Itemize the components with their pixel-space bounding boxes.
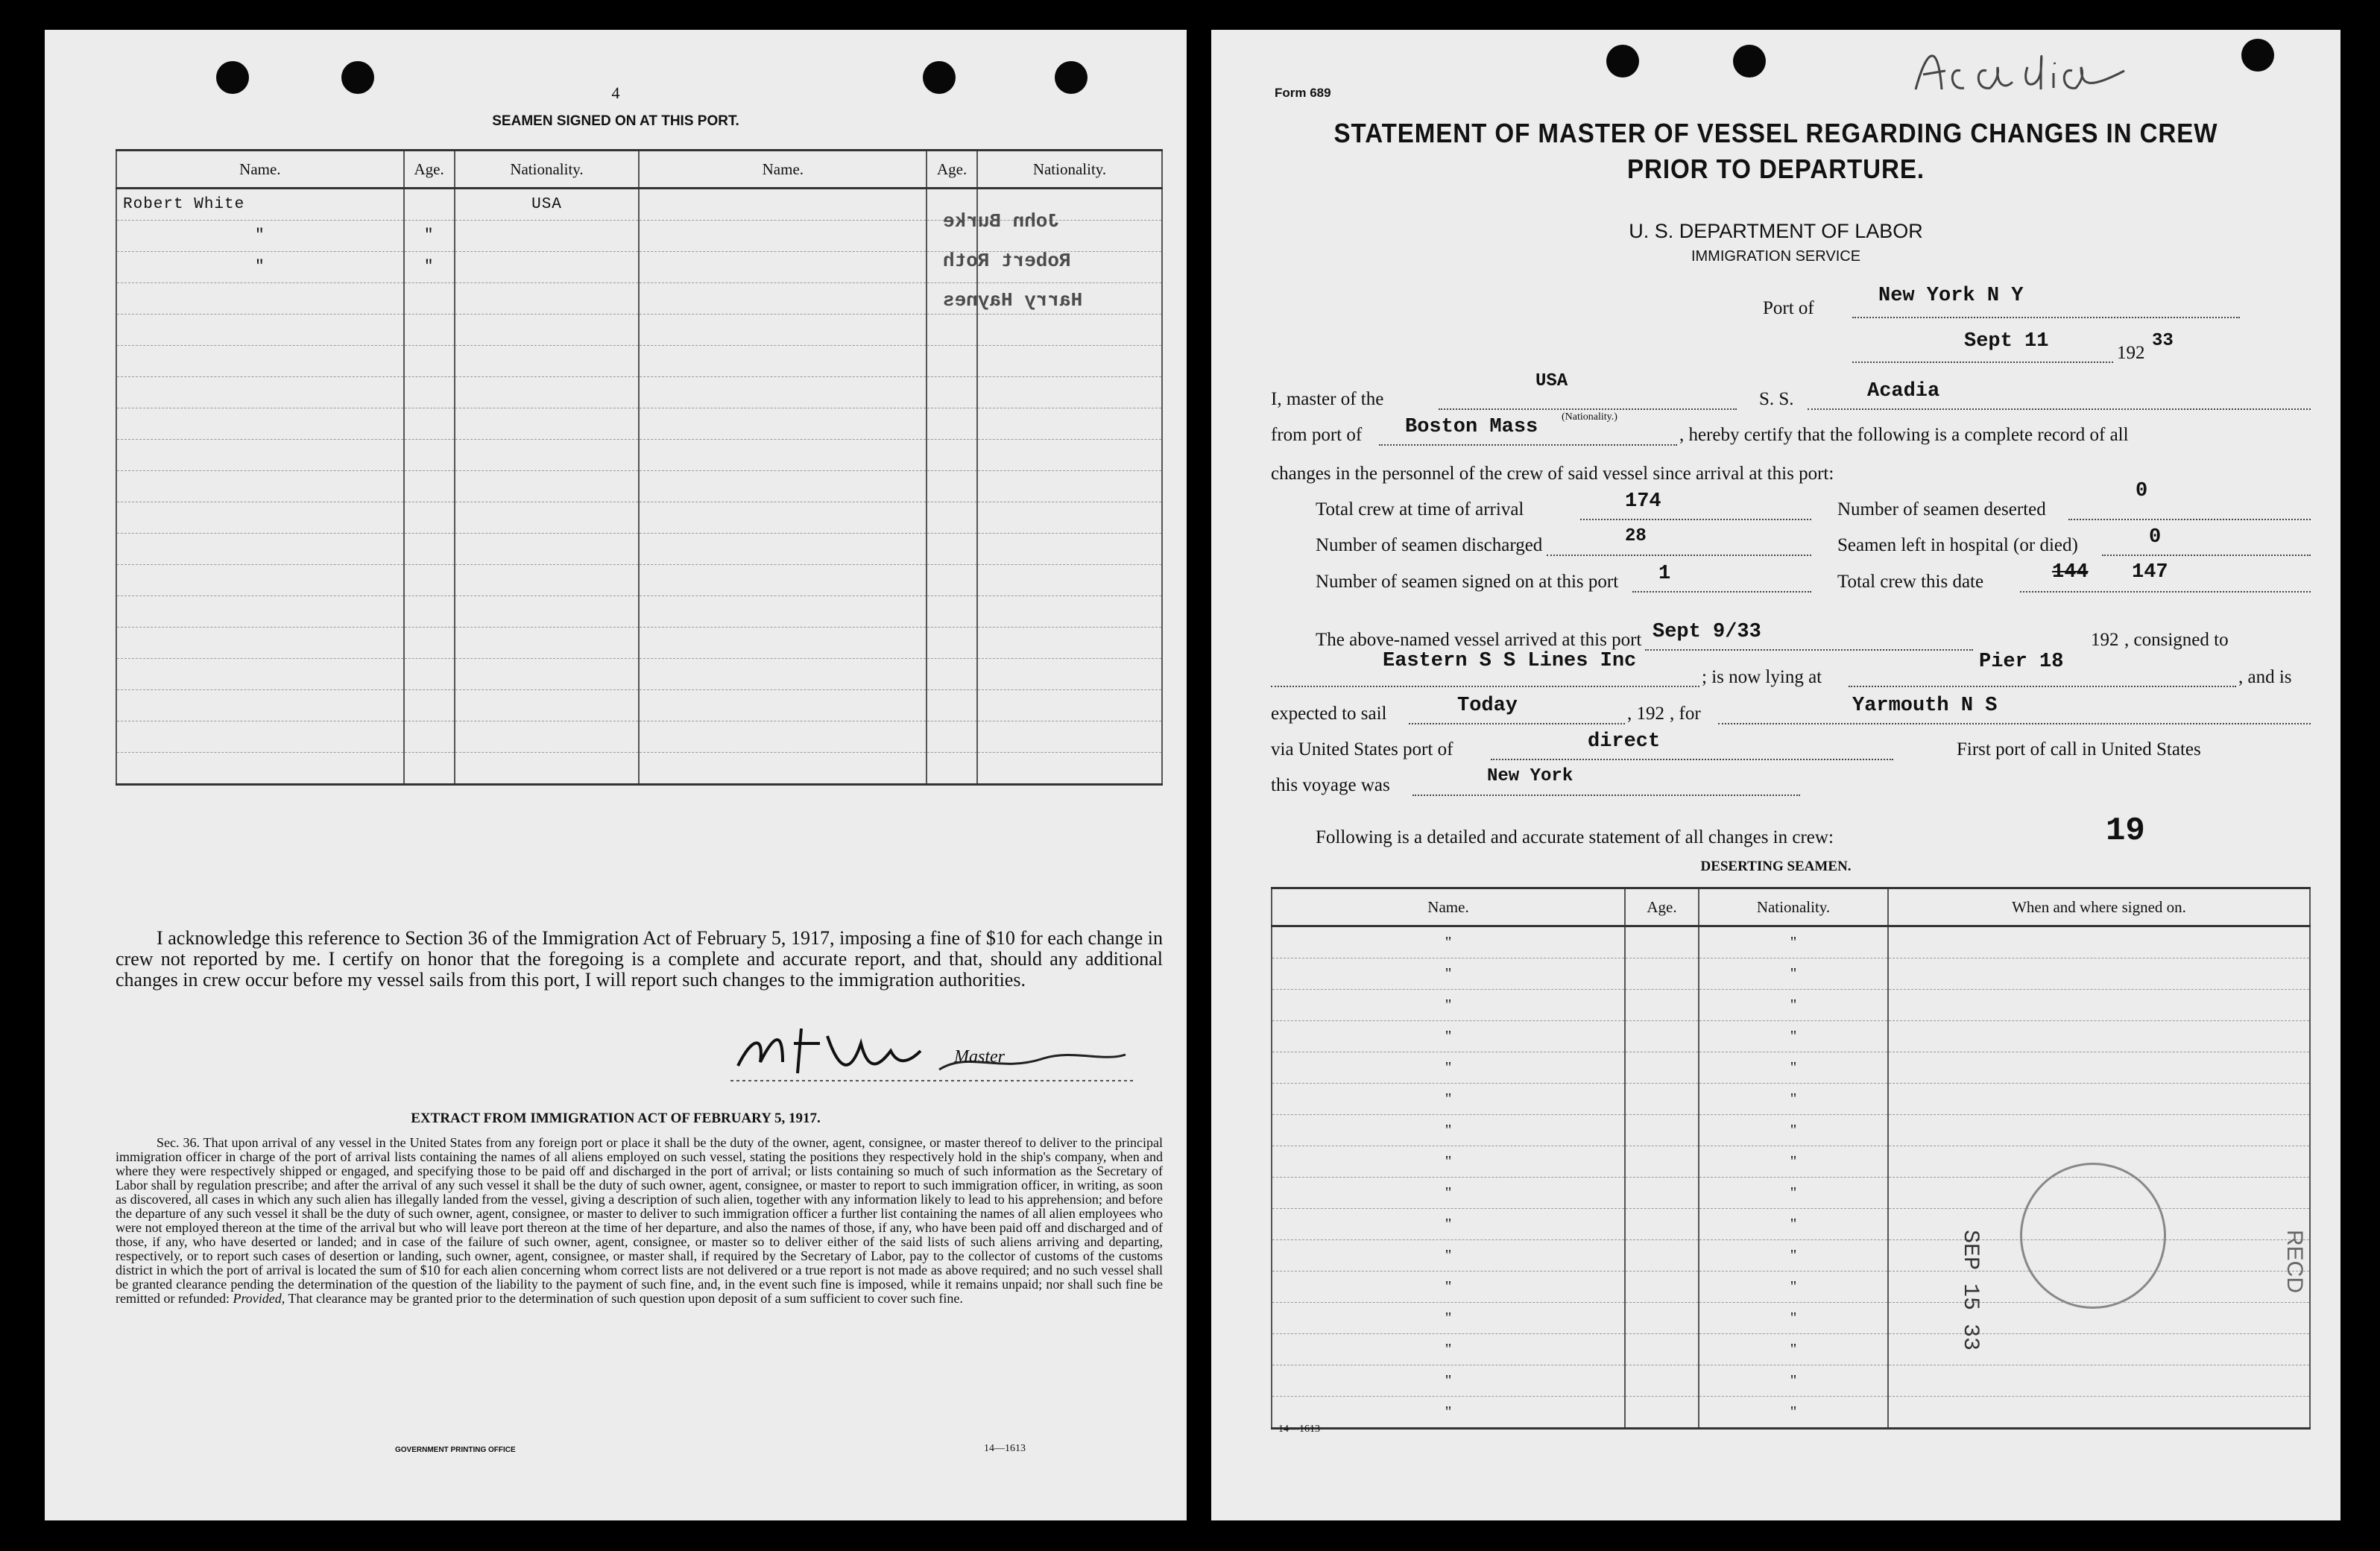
from-port-label: from port of xyxy=(1271,425,1363,445)
row-name: " xyxy=(116,221,404,252)
signature xyxy=(730,1021,1133,1088)
row-nationality: " xyxy=(1699,1397,1888,1429)
discharged-count: 28 xyxy=(1625,526,1647,546)
extract-proviso-lead: Provided, xyxy=(233,1291,285,1306)
port-value: New York N Y xyxy=(1878,285,2024,307)
voyage-value: New York xyxy=(1487,766,1573,786)
discharged-label: Number of seamen discharged xyxy=(1316,535,1543,555)
printer-mark: GOVERNMENT PRINTING OFFICE xyxy=(395,1446,516,1454)
row-nationality: " xyxy=(1699,1334,1888,1365)
master-label: I, master of the xyxy=(1271,389,1384,409)
row-nationality: " xyxy=(1699,1146,1888,1178)
handwritten-note xyxy=(1908,37,2147,104)
and-is: , and is xyxy=(2238,667,2292,687)
col-header-signed-on: When and where signed on. xyxy=(1888,888,2310,926)
row-nationality: " xyxy=(1699,926,1888,958)
sail-value: Today xyxy=(1457,695,1518,717)
consigned-label: , consigned to xyxy=(2124,630,2229,650)
table-row xyxy=(1272,1021,2310,1052)
table-row xyxy=(1272,926,2310,958)
following-label: Following is a detailed and accurate statement of all changes in crew: xyxy=(1316,827,1834,847)
total-crew-arrival-label: Total crew at time of arrival xyxy=(1316,499,1524,519)
row-nationality: " xyxy=(1699,1115,1888,1146)
punch-hole-icon xyxy=(1606,45,1639,78)
voyage-label: this voyage was xyxy=(1271,775,1390,795)
table-row xyxy=(1272,1365,2310,1397)
col-header-nationality: Nationality. xyxy=(455,151,640,189)
extract-body: Sec. 36. That upon arrival of any vessel in the United States from any foreign port or place it shall be the duty of the owner, agent, consignee, or master thereof to deliver to the principal immigration officer in charge of the port of arrival lists containing the names of all aliens employed on such vessel, stating the positions they respectively hold in the ship's company, when and where they were respectively shipped or engaged, and specifying those to be paid off and discharged in the port of arrival; or lists containing so much of such information as the Secretary of Labor shall by regulation prescribe; and after the arrival of any such vessel it shall be the duty of such owner, agent, consignee, or master to report to such immigration officer, in writing, as soon as discovered, all cases in which any such alien has illegally landed from the vessel, giving a description of such alien, together with any information likely to lead to his apprehension; and before the departure of any such vessel it shall be the duty of such owner, agent, consignee, or master to deliver to such immigration officer a further list containing the names of all alien employees who were not employed thereon at the time of the arrival but who will leave port thereon at the time of her departure, and also the names of those, if any, who have been paid off and discharged and of those, if any, who have deserted or landed; and in case of the failure of such owner, agent, consignee, or master so to deliver either of the said lists of such aliens arriving and departing, respectively, or to report such cases of desertion or landing, such owner, agent, consignee, or master shall, if required by the Secretary of Labor, pay to the collector of customs of the customs district in which the port of arrival is located the sum of $10 for each alien concerning whom correct lists are not delivered or a true report is not made as above required; and no such vessel shall be granted clearance pending the determination of the question of the liability to the payment of such fine, and, in the event such fine is imposed, while it remains unpaid; nor shall such fine be remitted or refunded: xyxy=(116,1135,1163,1306)
row-age xyxy=(404,189,455,221)
signed-on-label: Number of seamen signed on at this port xyxy=(1316,572,1619,592)
row-nationality: " xyxy=(1699,1272,1888,1303)
extract-title: EXTRACT FROM IMMIGRATION ACT OF FEBRUARY 5, 1917. xyxy=(411,1111,821,1126)
stamp-word: RECD xyxy=(2282,1230,2307,1294)
row-nationality: " xyxy=(1699,1365,1888,1397)
certify-text-2: changes in the personnel of the crew of said vessel since arrival at this port: xyxy=(1271,464,1834,484)
changes-count: 19 xyxy=(2106,812,2145,850)
table-row xyxy=(1272,990,2310,1021)
col-header-age: Age. xyxy=(404,151,455,189)
service: IMMIGRATION SERVICE xyxy=(1691,248,1861,265)
row-name: " xyxy=(1272,1178,1625,1209)
col-header-age: Age. xyxy=(927,151,977,189)
row-name: " xyxy=(1272,1021,1625,1052)
hospital-count: 0 xyxy=(2149,526,2162,549)
table-row xyxy=(1272,1334,2310,1365)
punch-hole-icon xyxy=(1733,45,1766,78)
row-nationality: " xyxy=(1699,1240,1888,1272)
arrived-year: 192 xyxy=(2091,630,2119,650)
sail-label: expected to sail xyxy=(1271,704,1387,724)
form-title xyxy=(1257,118,2296,185)
left-page xyxy=(45,30,1187,1520)
row-nationality: " xyxy=(1699,990,1888,1021)
punch-hole-icon xyxy=(2241,39,2274,72)
form-number: Form 689 xyxy=(1275,86,1331,100)
row-name: " xyxy=(1272,958,1625,990)
row-name: " xyxy=(1272,990,1625,1021)
total-crew-date: 147 xyxy=(2132,561,2168,584)
department: U. S. DEPARTMENT OF LABOR xyxy=(1629,220,1923,242)
row-name: " xyxy=(1272,1272,1625,1303)
row-name: " xyxy=(1272,1240,1625,1272)
page-number: 4 xyxy=(611,83,620,102)
table-title: SEAMEN SIGNED ON AT THIS PORT. xyxy=(492,113,739,129)
deserting-title: DESERTING SEAMEN. xyxy=(1700,859,1852,874)
total-crew-arrival: 174 xyxy=(1625,490,1661,513)
total-crew-date-label: Total crew this date xyxy=(1837,572,1984,592)
row-name: " xyxy=(1272,1146,1625,1178)
col-header-nationality: Nationality. xyxy=(1699,888,1888,926)
port-label: Port of xyxy=(1763,298,1814,318)
col-header-name: Name. xyxy=(116,151,404,189)
via-label: via United States port of xyxy=(1271,739,1453,759)
sail-year: , 192 xyxy=(1627,704,1664,724)
bleed-through-text: Harry Haynes xyxy=(943,289,1083,312)
row-nationality: " xyxy=(1699,1052,1888,1084)
arrived-value: Sept 9/33 xyxy=(1653,621,1761,643)
table-row xyxy=(1272,1272,2310,1303)
ss-label: S. S. xyxy=(1759,389,1794,409)
row-name: " xyxy=(116,252,404,283)
date-value: Sept 11 xyxy=(1964,330,2049,353)
row-nationality: " xyxy=(1699,1303,1888,1334)
first-call-label: First port of call in United States xyxy=(1957,739,2201,759)
from-port-value: Boston Mass xyxy=(1405,416,1538,438)
deserted-label: Number of seamen deserted xyxy=(1837,499,2046,519)
col-header-name: Name. xyxy=(1272,888,1625,926)
stamp-date: SEP 15 33 xyxy=(1957,1230,1983,1351)
form-code: 14—1613 xyxy=(1278,1424,1320,1435)
row-name: " xyxy=(1272,1397,1625,1429)
row-name: " xyxy=(1272,1084,1625,1115)
col-header-nationality: Nationality. xyxy=(977,151,1162,189)
bleed-through-text: John Burke xyxy=(943,210,1060,233)
via-value: direct xyxy=(1588,730,1661,753)
destination: Yarmouth N S xyxy=(1852,695,1998,717)
for-label: , for xyxy=(1670,704,1701,724)
row-nationality: " xyxy=(1699,1178,1888,1209)
table-row xyxy=(1272,1146,2310,1178)
title-line-1: STATEMENT OF MASTER OF VESSEL REGARDING CHANGES IN CREW xyxy=(1333,118,2218,148)
signature-title: Master xyxy=(954,1047,1005,1067)
row-nationality xyxy=(455,221,640,252)
certify-text: , hereby certify that the following is a complete record of all xyxy=(1679,425,2129,445)
row-age: " xyxy=(404,221,455,252)
extract-text xyxy=(116,1136,1163,1306)
table-row xyxy=(1272,1397,2310,1429)
col-header-name: Name. xyxy=(639,151,927,189)
row-nationality: USA xyxy=(455,189,640,221)
consignee: Eastern S S Lines Inc xyxy=(1383,650,1637,672)
received-stamp xyxy=(2020,1163,2166,1309)
lying-label: ; is now lying at xyxy=(1702,667,1822,687)
nationality-value: USA xyxy=(1535,371,1568,391)
signed-on-count: 1 xyxy=(1658,563,1671,585)
table-row xyxy=(1272,958,2310,990)
nationality-caption: (Nationality.) xyxy=(1562,411,1617,423)
year-suffix: 33 xyxy=(2152,331,2174,351)
total-crew-date-struck: 144 xyxy=(2052,561,2089,584)
bleed-through-text: Robert Roth xyxy=(943,250,1071,272)
pier: Pier 18 xyxy=(1979,651,2064,673)
table-row xyxy=(1272,1115,2310,1146)
row-nationality xyxy=(455,252,640,283)
year-prefix: 192 xyxy=(2117,343,2145,363)
row-nationality: " xyxy=(1699,958,1888,990)
row-name: " xyxy=(1272,1303,1625,1334)
row-nationality: " xyxy=(1699,1084,1888,1115)
row-name: " xyxy=(1272,1052,1625,1084)
row-name: " xyxy=(1272,1365,1625,1397)
table-row xyxy=(1272,1084,2310,1115)
row-nationality: " xyxy=(1699,1209,1888,1240)
right-page xyxy=(1211,30,2340,1520)
row-name: " xyxy=(1272,926,1625,958)
row-name: " xyxy=(1272,1115,1625,1146)
row-name: " xyxy=(1272,1209,1625,1240)
arrived-label: The above-named vessel arrived at this port xyxy=(1316,630,1642,650)
deserting-table xyxy=(1271,887,2311,1430)
col-header-age: Age. xyxy=(1625,888,1699,926)
deserted-count: 0 xyxy=(2136,480,2148,502)
acknowledgement-text: I acknowledge this reference to Section 36 of the Immigration Act of February 5, 1917, imposing a fine of $10 for each change in crew not reported by me. I certify on honor that the foregoing is a complete and accurate report, and that, should any additional changes in crew occur before my vessel sails from this port, I will report such changes to the immigration authorities. xyxy=(116,927,1163,991)
hospital-label: Seamen left in hospital (or died) xyxy=(1837,535,2078,555)
row-name: " xyxy=(1272,1334,1625,1365)
signature-scribble xyxy=(730,1021,1133,1088)
signed-on-table xyxy=(116,149,1163,786)
row-nationality: " xyxy=(1699,1021,1888,1052)
title-line-2: PRIOR TO DEPARTURE. xyxy=(1626,154,1925,184)
table-row xyxy=(1272,1052,2310,1084)
row-name: Robert White xyxy=(116,189,404,221)
form-code: 14—1613 xyxy=(984,1443,1026,1454)
extract-proviso: That clearance may be granted prior to the determination of such question upon deposit of a sum sufficient to cover such fine. xyxy=(288,1291,963,1306)
vessel-name: Acadia xyxy=(1867,380,1940,402)
row-age: " xyxy=(404,252,455,283)
table-row xyxy=(1272,1303,2310,1334)
